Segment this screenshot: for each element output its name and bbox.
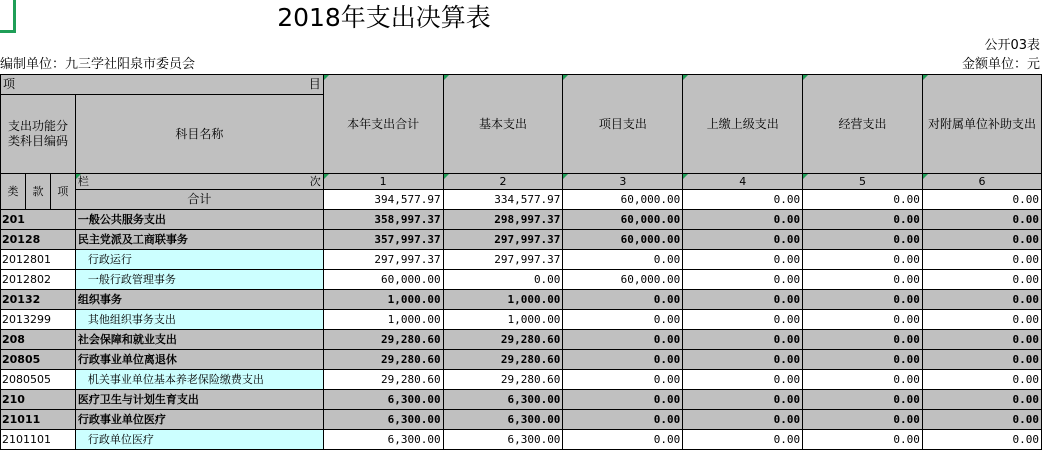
row-value-5[interactable]: 0.00 (803, 250, 923, 270)
compiling-unit: 编制单位：九三学社阳泉市委员会 (0, 57, 196, 72)
total-value-4[interactable]: 0.00 (683, 190, 803, 210)
col-header-1: 本年支出合计 (323, 75, 443, 174)
row-value-3[interactable]: 0.00 (563, 290, 683, 310)
row-value-3[interactable]: 0.00 (563, 350, 683, 370)
row-value-5[interactable]: 0.00 (803, 350, 923, 370)
row-code[interactable]: 201 (1, 210, 76, 230)
row-value-3[interactable]: 0.00 (563, 430, 683, 450)
row-value-6[interactable]: 0.00 (922, 390, 1041, 410)
header-lei: 类 (1, 174, 26, 210)
table-row (1, 250, 1042, 270)
row-value-4[interactable]: 0.00 (683, 310, 803, 330)
row-value-3[interactable]: 60,000.00 (563, 210, 683, 230)
row-code[interactable]: 2080505 (1, 370, 76, 390)
row-value-6[interactable]: 0.00 (922, 410, 1041, 430)
row-value-3[interactable]: 0.00 (563, 310, 683, 330)
row-value-2[interactable]: 1,000.00 (443, 290, 563, 310)
header-xiang: 项 (50, 174, 75, 210)
row-value-3[interactable]: 60,000.00 (563, 230, 683, 250)
row-value-4[interactable]: 0.00 (683, 270, 803, 290)
row-value-6[interactable]: 0.00 (922, 310, 1041, 330)
row-value-1[interactable]: 1,000.00 (323, 290, 443, 310)
table-row (1, 270, 1042, 290)
total-label: 合计 (75, 190, 323, 210)
expenditure-table (0, 74, 1042, 450)
row-name[interactable]: 一般行政管理事务 (75, 270, 323, 290)
row-value-1[interactable]: 29,280.60 (323, 330, 443, 350)
row-code[interactable]: 20805 (1, 350, 76, 370)
table-row (1, 210, 1042, 230)
row-code[interactable]: 2013299 (1, 310, 76, 330)
total-value-6[interactable]: 0.00 (922, 190, 1041, 210)
row-name[interactable]: 组织事务 (75, 290, 323, 310)
row-name[interactable]: 行政运行 (75, 250, 323, 270)
row-value-6[interactable]: 0.00 (922, 370, 1041, 390)
row-value-1[interactable]: 60,000.00 (323, 270, 443, 290)
total-value-3[interactable]: 60,000.00 (563, 190, 683, 210)
table-row (1, 310, 1042, 330)
row-value-2[interactable]: 29,280.60 (443, 330, 563, 350)
row-value-3[interactable]: 0.00 (563, 410, 683, 430)
row-value-2[interactable]: 297,997.37 (443, 250, 563, 270)
row-value-5[interactable]: 0.00 (803, 270, 923, 290)
row-value-5[interactable]: 0.00 (803, 230, 923, 250)
row-value-3[interactable]: 0.00 (563, 390, 683, 410)
col-number-4: 4 (683, 174, 803, 190)
row-value-4[interactable]: 0.00 (683, 290, 803, 310)
col-number-1: 1 (323, 174, 443, 190)
col-header-5: 经营支出 (803, 75, 923, 174)
row-value-2[interactable]: 29,280.60 (443, 370, 563, 390)
row-name[interactable]: 一般公共服务支出 (75, 210, 323, 230)
col-header-6: 对附属单位补助支出 (922, 75, 1041, 174)
col-header-2: 基本支出 (443, 75, 563, 174)
row-value-1[interactable]: 29,280.60 (323, 370, 443, 390)
row-value-4[interactable]: 0.00 (683, 210, 803, 230)
row-code[interactable]: 2012802 (1, 270, 76, 290)
row-value-6[interactable]: 0.00 (922, 230, 1041, 250)
row-name[interactable]: 机关事业单位基本养老保险缴费支出 (75, 370, 323, 390)
total-value-1[interactable]: 394,577.97 (323, 190, 443, 210)
table-row (1, 330, 1042, 350)
form-code: 公开03表 (984, 38, 1040, 53)
row-value-3[interactable]: 0.00 (563, 370, 683, 390)
row-name[interactable]: 医疗卫生与计划生育支出 (75, 390, 323, 410)
row-name[interactable]: 民主党派及工商联事务 (75, 230, 323, 250)
row-value-3[interactable]: 0.00 (563, 330, 683, 350)
row-value-1[interactable]: 358,997.37 (323, 210, 443, 230)
code-column-header: 支出功能分类科目编码 (1, 95, 76, 174)
row-value-1[interactable]: 1,000.00 (323, 310, 443, 330)
row-value-4[interactable]: 0.00 (683, 250, 803, 270)
row-value-6[interactable]: 0.00 (922, 330, 1041, 350)
row-value-5[interactable]: 0.00 (803, 410, 923, 430)
row-code[interactable]: 2012801 (1, 250, 76, 270)
currency-unit: 金额单位：元 (961, 57, 1040, 72)
row-code[interactable]: 210 (1, 390, 76, 410)
row-name[interactable]: 社会保障和就业支出 (75, 330, 323, 350)
row-value-4[interactable]: 0.00 (683, 350, 803, 370)
row-code[interactable]: 2101101 (1, 430, 76, 450)
row-name[interactable]: 行政事业单位医疗 (75, 410, 323, 430)
row-value-6[interactable]: 0.00 (922, 250, 1041, 270)
row-code[interactable]: 21011 (1, 410, 76, 430)
row-value-5[interactable]: 0.00 (803, 370, 923, 390)
table-row (1, 410, 1042, 430)
row-value-5[interactable]: 0.00 (803, 430, 923, 450)
total-value-2[interactable]: 334,577.97 (443, 190, 563, 210)
row-value-4[interactable]: 0.00 (683, 370, 803, 390)
row-value-6[interactable]: 0.00 (922, 290, 1041, 310)
col-number-5: 5 (803, 174, 923, 190)
table-row (1, 350, 1042, 370)
header-xiangmu: 项 目 (1, 75, 324, 95)
row-value-2[interactable]: 6,300.00 (443, 430, 563, 450)
row-value-4[interactable]: 0.00 (683, 330, 803, 350)
row-value-3[interactable]: 0.00 (563, 250, 683, 270)
col-header-4: 上缴上级支出 (683, 75, 803, 174)
table-row (1, 430, 1042, 450)
row-code[interactable]: 20128 (1, 230, 76, 250)
row-value-4[interactable]: 0.00 (683, 390, 803, 410)
row-value-2[interactable]: 0.00 (443, 270, 563, 290)
row-value-6[interactable]: 0.00 (922, 270, 1041, 290)
total-row (1, 190, 1042, 210)
col-number-6: 6 (922, 174, 1041, 190)
row-value-3[interactable]: 60,000.00 (563, 270, 683, 290)
row-value-2[interactable]: 1,000.00 (443, 310, 563, 330)
row-value-5[interactable]: 0.00 (803, 390, 923, 410)
row-name[interactable]: 其他组织事务支出 (75, 310, 323, 330)
col-number-3: 3 (563, 174, 683, 190)
col-header-3: 项目支出 (563, 75, 683, 174)
row-value-1[interactable]: 29,280.60 (323, 350, 443, 370)
row-code[interactable]: 208 (1, 330, 76, 350)
row-name[interactable]: 行政单位医疗 (75, 430, 323, 450)
table-row (1, 370, 1042, 390)
row-value-1[interactable]: 6,300.00 (323, 390, 443, 410)
row-value-1[interactable]: 357,997.37 (323, 230, 443, 250)
header-kuan: 款 (25, 174, 50, 210)
row-value-6[interactable]: 0.00 (922, 350, 1041, 370)
row-value-5[interactable]: 0.00 (803, 290, 923, 310)
name-column-header: 科目名称 (75, 95, 323, 174)
row-code[interactable]: 20132 (1, 290, 76, 310)
row-value-4[interactable]: 0.00 (683, 430, 803, 450)
row-value-1[interactable]: 297,997.37 (323, 250, 443, 270)
row-value-2[interactable]: 6,300.00 (443, 410, 563, 430)
row-value-1[interactable]: 6,300.00 (323, 430, 443, 450)
row-value-5[interactable]: 0.00 (803, 210, 923, 230)
row-value-6[interactable]: 0.00 (922, 430, 1041, 450)
page-title: 2018年支出决算表 (277, 3, 491, 32)
row-value-2[interactable]: 29,280.60 (443, 350, 563, 370)
row-value-2[interactable]: 298,997.37 (443, 210, 563, 230)
row-value-5[interactable]: 0.00 (803, 310, 923, 330)
row-value-4[interactable]: 0.00 (683, 410, 803, 430)
row-name[interactable]: 行政事业单位离退休 (75, 350, 323, 370)
header-lanci: 栏 次 (75, 174, 323, 190)
total-value-5[interactable]: 0.00 (803, 190, 923, 210)
table-row (1, 230, 1042, 250)
table-row (1, 290, 1042, 310)
table-row (1, 390, 1042, 410)
row-value-2[interactable]: 297,997.37 (443, 230, 563, 250)
col-number-2: 2 (443, 174, 563, 190)
row-value-4[interactable]: 0.00 (683, 230, 803, 250)
row-value-2[interactable]: 6,300.00 (443, 390, 563, 410)
row-value-5[interactable]: 0.00 (803, 330, 923, 350)
row-value-1[interactable]: 6,300.00 (323, 410, 443, 430)
row-value-6[interactable]: 0.00 (922, 210, 1041, 230)
